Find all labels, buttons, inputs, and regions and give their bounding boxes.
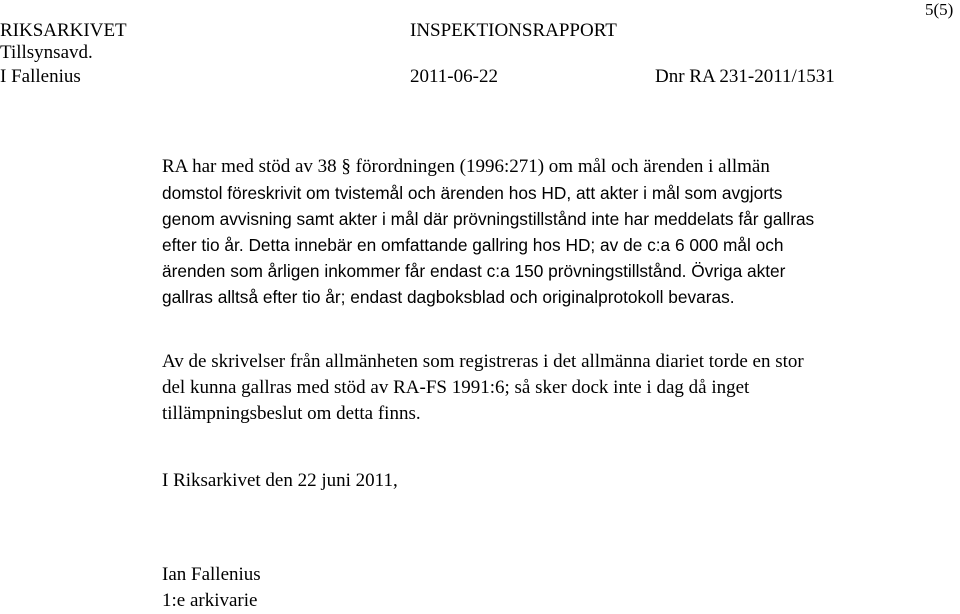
paragraph-line: RA har med stöd av 38 § förordningen (1996:271) om mål och ärenden i allmän — [162, 156, 770, 177]
page-number: 5(5) — [925, 0, 954, 19]
paragraph-1 — [162, 154, 814, 310]
department-name: Tillsynsavd. — [0, 42, 93, 63]
report-type: INSPEKTIONSRAPPORT — [410, 20, 617, 41]
paragraph-line: del kunna gallras med stöd av RA-FS 1991:6; så sker dock inte i dag då inget — [162, 377, 750, 398]
organization-name: RIKSARKIVET — [0, 20, 127, 41]
paragraph-line: ärenden som årligen inkommer får endast c:a 150 prövningstillstånd. Övriga akter — [162, 261, 786, 281]
reference-number: Dnr RA 231-2011/1531 — [655, 66, 835, 87]
report-date: 2011-06-22 — [410, 66, 498, 87]
signature-title: 1:e arkivarie — [162, 590, 258, 611]
paragraph-line: tillämpningsbeslut om detta finns. — [162, 403, 421, 424]
paragraph-line: genom avvisning samt akter i mål där prövningstillstånd inte har meddelats får gallras — [162, 209, 815, 229]
author-name: I Fallenius — [0, 66, 81, 87]
closing-place-date: I Riksarkivet den 22 juni 2011, — [162, 470, 398, 491]
paragraph-line: Av de skrivelser från allmänheten som registreras i det allmänna diariet torde en stor — [162, 351, 804, 372]
paragraph-line: gallras alltså efter tio år; endast dagboksblad och originalprotokoll bevaras. — [162, 287, 735, 307]
paragraph-2 — [162, 349, 804, 427]
paragraph-line: domstol föreskrivit om tvistemål och ärenden hos HD, att akter i mål som avgjorts — [162, 183, 783, 203]
paragraph-line: efter tio år. Detta innebär en omfattande gallring hos HD; av de c:a 6 000 mål och — [162, 235, 784, 255]
signature-name: Ian Fallenius — [162, 564, 261, 585]
